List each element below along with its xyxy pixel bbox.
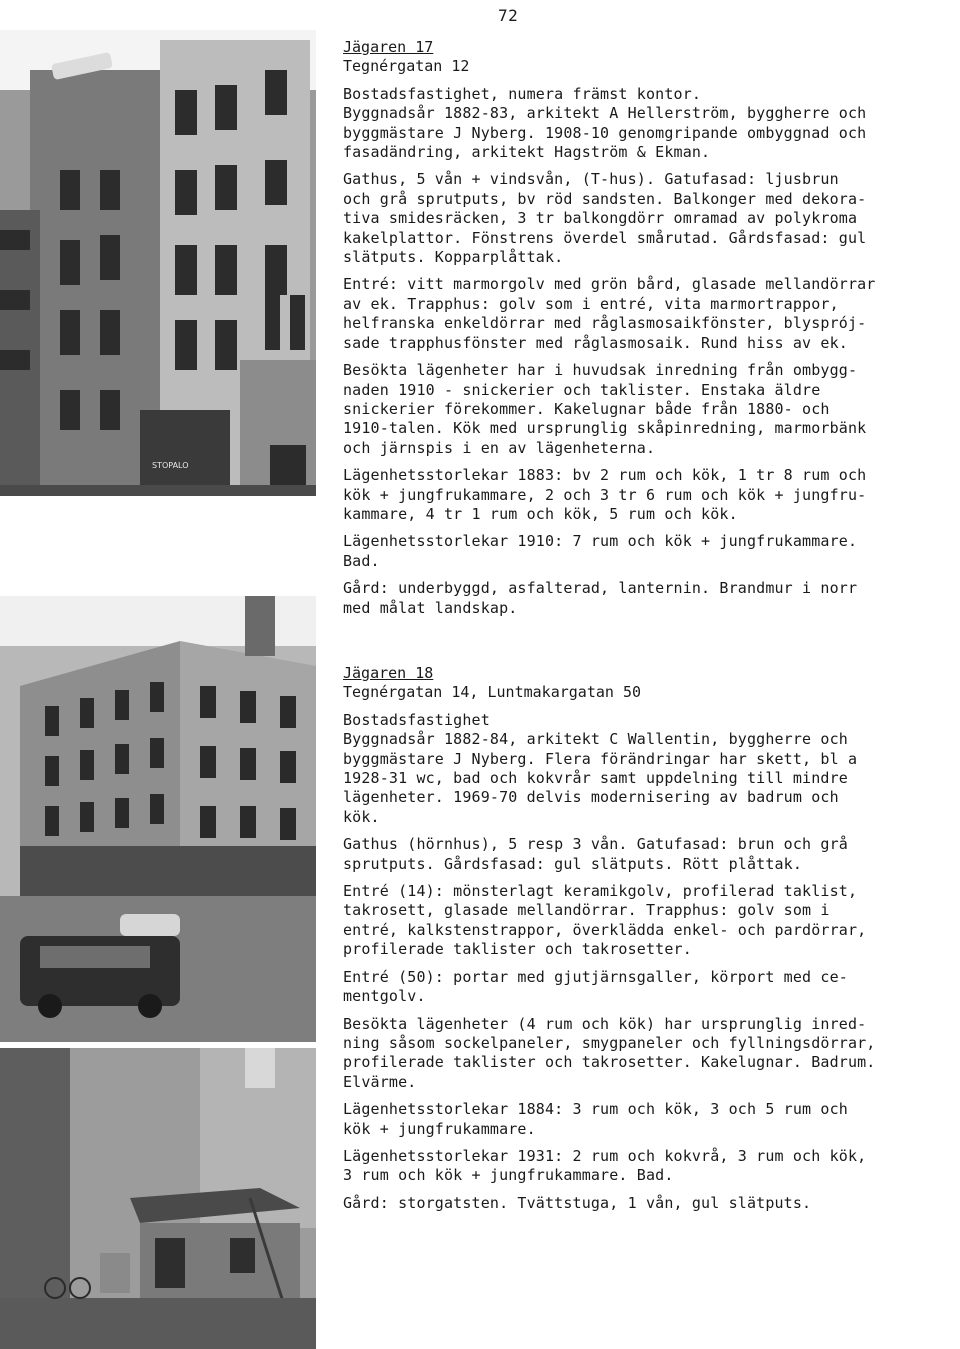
- paragraph: Besökta lägenheter (4 rum och kök) har ursprunglig inred- ning såsom sockelpaneler, smygpaneler och fyllningsdörrar, profilerade taklister och takrosetter. Kakelugnar. Badrum. Elvärme.: [343, 1014, 876, 1091]
- paragraph: Lägenhetsstorlekar 1931: 2 rum och kokvrå, 3 rum och kök, 3 rum och kök + jungfrukammare. Bad.: [343, 1146, 867, 1185]
- shop-sign: STOPALO: [152, 461, 189, 470]
- building-photo-jagaren-17: [0, 30, 316, 496]
- paragraph: Lägenhetsstorlekar 1910: 7 rum och kök + jungfrukammare. Bad.: [343, 532, 858, 570]
- section-title: Jägaren 17: [343, 38, 434, 56]
- paragraph: Gathus (hörnhus), 5 resp 3 vån. Gatufasad: brun och grå sprutputs. Gårdsfasad: gul slätputs. Rött plåttak.: [343, 835, 848, 873]
- courtyard-photo: [0, 1048, 316, 1349]
- paragraph: Lägenhetsstorlekar 1883: bv 2 rum och kök, 1 tr 8 rum och kök + jungfrukammare, 2 och 3 tr 6 rum och kök + jungfru- kammare, 4 tr 1 rum och kök, 5 rum och kök.: [343, 466, 867, 523]
- paragraph: Lägenhetsstorlekar 1884: 3 rum och kök, 3 och 5 rum och kök + jungfrukammare.: [343, 1100, 848, 1138]
- paragraph: Gathus, 5 vån + vindsvån, (T-hus). Gatufasad: ljusbrun och grå sprutputs, bv röd sandsten. Balkonger med dekora- tiva smidesräcken, 3 tr balkongdörr omramad av polykroma kakelplattor. Fönstrens överdel smårutad. Gårdsfasad: gul slätputs. Kopparplåttak.: [343, 170, 867, 267]
- page-number: 72: [498, 6, 519, 25]
- section-jagaren-17: [343, 38, 943, 626]
- section-jagaren-18: [343, 664, 943, 1221]
- paragraph: Bostadsfastighet, numera främst kontor. Byggnadsår 1882-83, arkitekt A Hellerström, byggherre och byggmästare J Nyberg. 1908-10 genomgripande ombyggnad och fasadändring, arkitekt Hagström & Ekman.: [343, 84, 867, 162]
- paragraph: Gård: storgatsten. Tvättstuga, 1 vån, gul slätputs.: [343, 1193, 812, 1212]
- paragraph: Gård: underbyggd, asfalterad, lanternin. Brandmur i norr med målat landskap.: [343, 579, 858, 617]
- paragraph: Entré (50): portar med gjutjärnsgaller, körport med ce- mentgolv.: [343, 967, 848, 1006]
- paragraph: Besökta lägenheter har i huvudsak inredning från ombygg- naden 1910 - snickerier och taklister. Enstaka äldre snickerier förekommer. Kakelugnar både från 1880- och 1910-talen. Kök med ursprunglig skåpinredning, marmorbänk och järnspis i en av lägenheterna.: [343, 361, 867, 457]
- paragraph: Entré (14): mönsterlagt keramikgolv, profilerad taklist, takrosett, glasade mellandörrar. Trapphus: golv som i entré, kalkstenstrappor, överklädda enkel- och pardörrar, profilerade taklister och takrosetter.: [343, 882, 867, 959]
- paragraph: Bostadsfastighet Byggnadsår 1882-84, arkitekt C Wallentin, byggherre och byggmästare J Nyberg. Flera förändringar har skett, bl a 1928-31 wc, bad och kokvrår samt uppdelning till mindre lägenheter. 1969-70 delvis modernisering av badrum och kök.: [343, 710, 858, 826]
- section-title: Jägaren 18: [343, 664, 434, 682]
- section-address: Tegnérgatan 12: [343, 57, 470, 76]
- section-address: Tegnérgatan 14, Luntmakargatan 50: [343, 683, 642, 702]
- building-photo-jagaren-18: [0, 596, 316, 1042]
- paragraph: Entré: vitt marmorgolv med grön bård, glasade mellandörrar av ek. Trapphus: golv som i entré, vita marmortrappor, helfranska enkeldörrar med råglasmosaikfönster, blysprój- sade trapphusfönster med råglasmosaik. Rund hiss av ek.: [343, 275, 876, 352]
